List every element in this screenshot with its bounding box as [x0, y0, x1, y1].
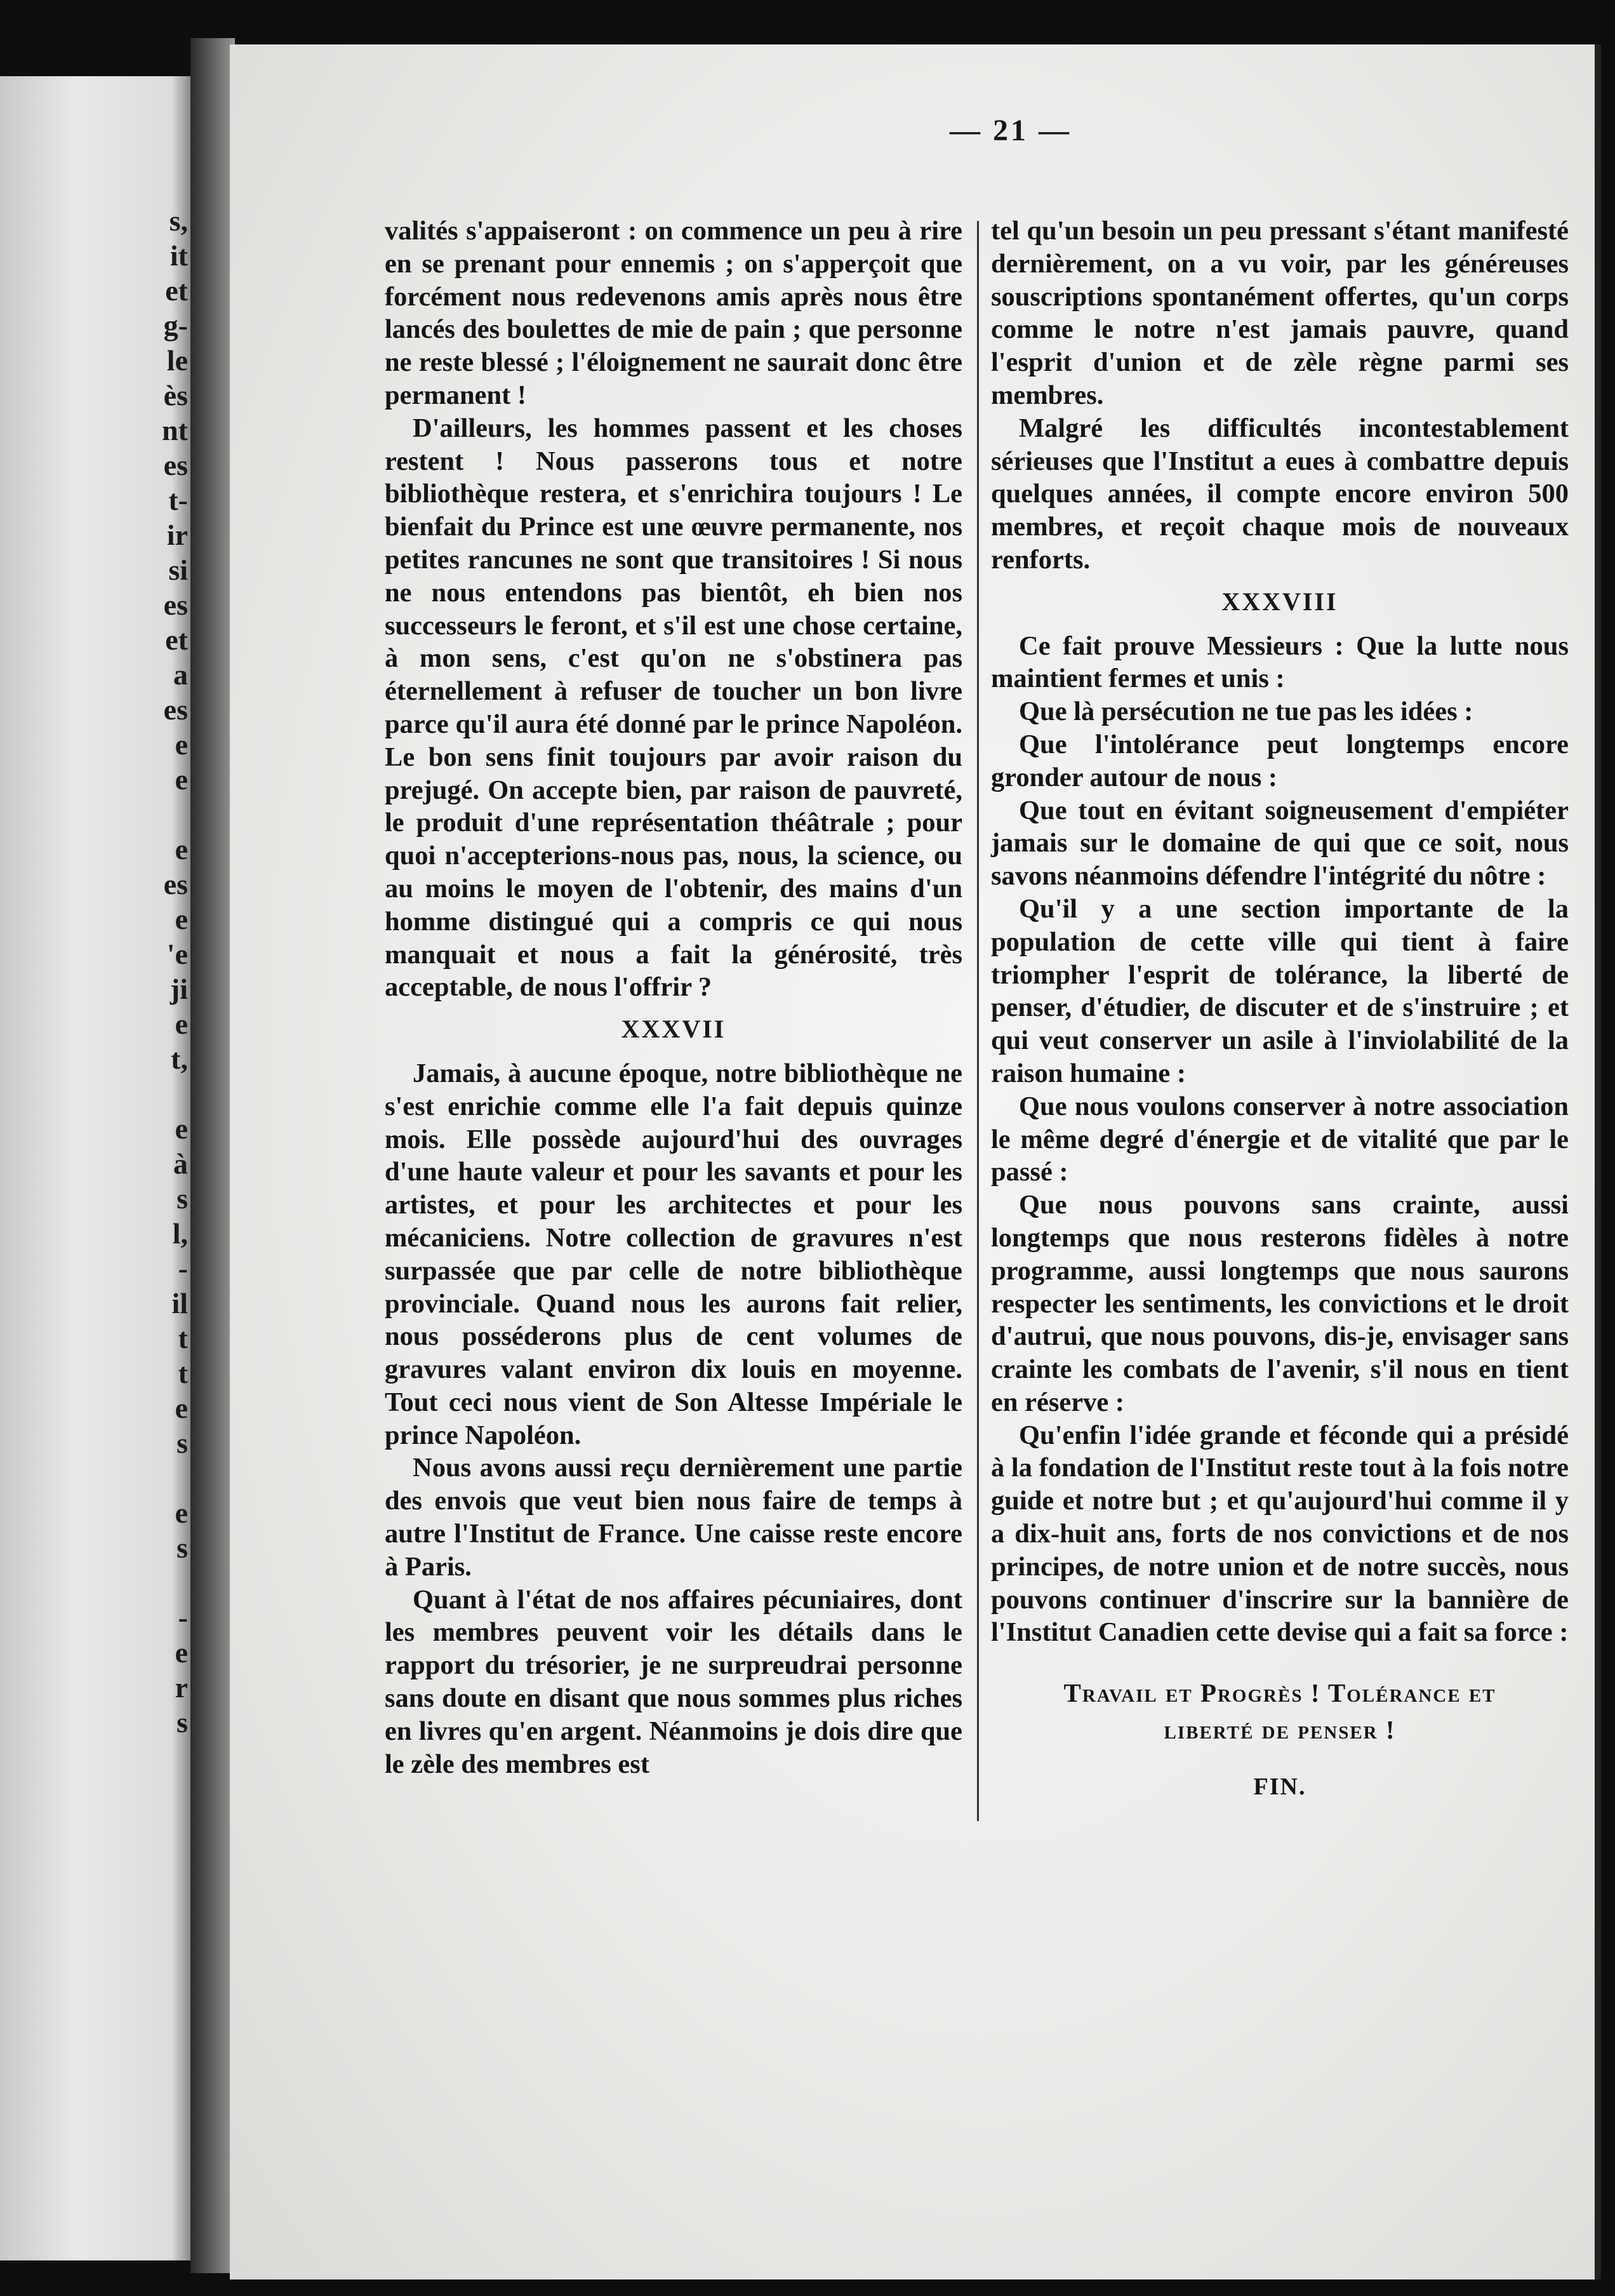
edge-fragment [112, 1076, 188, 1111]
edge-fragment: s, [169, 204, 188, 237]
page [230, 44, 1601, 2279]
left-column [385, 215, 962, 1780]
edge-fragment: e [175, 1497, 188, 1529]
motto-line: liberté de penser ! [1164, 1715, 1396, 1745]
paragraph: Quant à l'état de nos affaires pécuniaires, dont les membres peuvent voir les détails dans le rapport du trésorier, je ne surpreudrai personne sans doute en disant que nous sommes plus riches en livres qu'en argent. Néanmoins je dois dire que le zèle des membres est [385, 1584, 962, 1779]
paragraph: Ce fait prouve Messieurs : Que la lutte nous maintient fermes et unis : [991, 631, 1569, 694]
edge-fragment: s [176, 1182, 188, 1215]
edge-fragment: e [175, 833, 188, 865]
edge-fragment: it [169, 239, 188, 272]
edge-fragment: t, [171, 1043, 188, 1075]
edge-fragment: t [178, 1322, 188, 1354]
edge-fragment: e [175, 903, 188, 935]
edge-fragment: - [178, 1252, 188, 1285]
end-mark: FIN. [1253, 1773, 1306, 1801]
left-page-cut-text [112, 203, 188, 2045]
edge-fragment: es [163, 449, 188, 481]
left-page-fragment [0, 76, 190, 2260]
paragraph: Malgré les difficultés incontestablement sérieuses que l'Institut a eues à combattre depuis quelques années, il compte encore environ 500 membres, et reçoit chaque mois de nouveaux renforts. [991, 413, 1569, 575]
paragraph: Qu'enfin l'idée grande et féconde qui a présidé à la fondation de l'Institut reste tout à la fois notre guide et notre but ; et qu'aujourd'hui comme il y a dix-huit ans, forts de nos convictions et de nos principes, de notre union et de notre succès, nous pouvons continuer d'inscrire sur la bannière de l'Institut Canadien cette devise qui a fait sa force : [991, 1420, 1569, 1648]
edge-fragment: si [168, 554, 188, 586]
edge-fragment: ès [163, 379, 188, 411]
right-column [991, 215, 1569, 1804]
edge-fragment: e [175, 1112, 188, 1145]
edge-fragment: il [171, 1287, 188, 1319]
paragraph: Que nous pouvons sans crainte, aussi longtemps que nous resterons fidèles à notre programme, aussi longtemps que nous saurons respecter les sentiments, les convictions et le droit d'autrui, que nous pouvons, dis-je, envisager sans crainte les combats de l'avenir, s'il nous en tient en réserve : [991, 1190, 1569, 1417]
edge-fragment: et [165, 624, 188, 656]
edge-fragment: e [175, 1008, 188, 1040]
edge-fragment: s [176, 1532, 188, 1564]
edge-fragment: ji [169, 973, 188, 1005]
edge-fragment: a [173, 658, 188, 691]
edge-fragment: es [163, 693, 188, 726]
paragraph: Qu'il y a une section importante de la population de cette ville qui tient à faire triompher l'esprit de tolérance, la liberté de penser, d'étudier, de discuter et de s'instruire ; et qui veut conserver un asile à l'inviolabilité de la raison humaine : [991, 893, 1569, 1088]
motto-line: Travail et Progrès ! Tolérance et [1063, 1678, 1496, 1708]
paragraph: Que là persécution ne tue pas les idées : [1019, 697, 1473, 727]
section-heading: XXXVIII [1221, 587, 1338, 616]
section-heading: XXXVII [621, 1015, 726, 1044]
edge-fragment: - [178, 1601, 188, 1634]
edge-fragment: 'e [166, 938, 188, 970]
edge-fragment: à [173, 1147, 188, 1180]
edge-fragment: es [163, 868, 188, 900]
edge-fragment: g- [163, 309, 188, 342]
edge-fragment: e [175, 763, 188, 796]
paragraph: tel qu'un besoin un peu pressant s'étant manifesté dernièrement, on a vu voir, par les généreuses souscriptions spontanément offertes, qu'un corps comme le notre n'est jamais pauvre, quand l'esprit d'union et de zèle règne parmi ses membres. [991, 216, 1569, 410]
edge-fragment: es [163, 589, 188, 621]
edge-fragment: ir [166, 519, 188, 551]
edge-fragment: le [166, 344, 188, 377]
edge-fragment [112, 797, 188, 832]
edge-fragment: e [175, 1392, 188, 1424]
paragraph: Que tout en évitant soigneusement d'empiéter jamais sur le domaine de qui que ce soit, nous savons néanmoins défendre l'intégrité du nôtre : [991, 795, 1569, 891]
paragraph: Que l'intolérance peut longtemps encore gronder autour de nous : [991, 729, 1569, 792]
edge-fragment: e [175, 1636, 188, 1669]
edge-fragment: l, [172, 1217, 188, 1250]
book-gutter [190, 38, 235, 2273]
edge-fragment: nt [162, 414, 188, 446]
page-number: — 21 — [950, 114, 1072, 147]
edge-fragment: e [175, 728, 188, 761]
paragraph: valités s'appaiseront : on commence un peu à rire en se prenant pour ennemis ; on s'apperçoit que forcément nous redevenons amis après nous être lancés des boulettes de mie de pain ; que personne ne reste blessé ; l'éloignement ne saurait donc être permanent ! [385, 216, 962, 410]
column-divider [977, 221, 979, 1821]
edge-fragment [112, 1460, 188, 1495]
edge-fragment [112, 1565, 188, 1600]
edge-fragment: t [178, 1357, 188, 1389]
paragraph: D'ailleurs, les hommes passent et les choses restent ! Nous passerons tous et notre bibliothèque restera, et s'enrichira toujours ! Le bienfait du Prince est une œuvre permanente, nos petites rancunes ne sont que transitoires ! Si nous ne nous entendons pas bientôt, eh bien nos successeurs le feront, et s'il est une chose certaine, à mon sens, c'est qu'on ne s'obstinera pas éternellement à refuser de toucher un bon livre parce qu'il aura été donné par le prince Napoléon. Le bon sens finit toujours par avoir raison du prejugé. On accepte bien, par raison de pauvreté, le produit d'une représentation théâtrale ; pour quoi n'accepterions-nous pas, nous, la science, ou au moins le moyen de l'obtenir, des mains d'un homme distingué qui a compris ce qui nous manquait et nous a fait la générosité, très acceptable, de nous l'offrir ? [385, 413, 962, 1003]
paragraph: Que nous voulons conserver à notre association le même degré d'énergie et de vitalité que par le passé : [991, 1091, 1569, 1187]
edge-fragment: t- [168, 484, 188, 516]
edge-fragment: r [175, 1671, 188, 1704]
edge-fragment: s [176, 1706, 188, 1739]
paragraph: Jamais, à aucune époque, notre bibliothèque ne s'est enrichie comme elle l'a fait depuis quinze mois. Elle possède aujourd'hui des ouvrages d'une haute valeur et pour les savants et pour les artistes, et pour les architectes et pour les mécaniciens. Notre collection de gravures n'est surpassée que par celle de notre bibliothèque provinciale. Quand nous les aurons fait relier, nous posséderons plus de cent volumes de gravures valant environ dix louis en moyenne. Tout ceci nous vient de Son Altesse Impériale le prince Napoléon. [385, 1058, 962, 1450]
edge-fragment: et [165, 274, 188, 307]
edge-fragment: s [176, 1427, 188, 1459]
motto [991, 1674, 1569, 1748]
paragraph: Nous avons aussi reçu dernièrement une partie des envois que veut bien nous faire de temps à autre l'Institut de France. Une caisse reste encore à Paris. [385, 1453, 962, 1582]
